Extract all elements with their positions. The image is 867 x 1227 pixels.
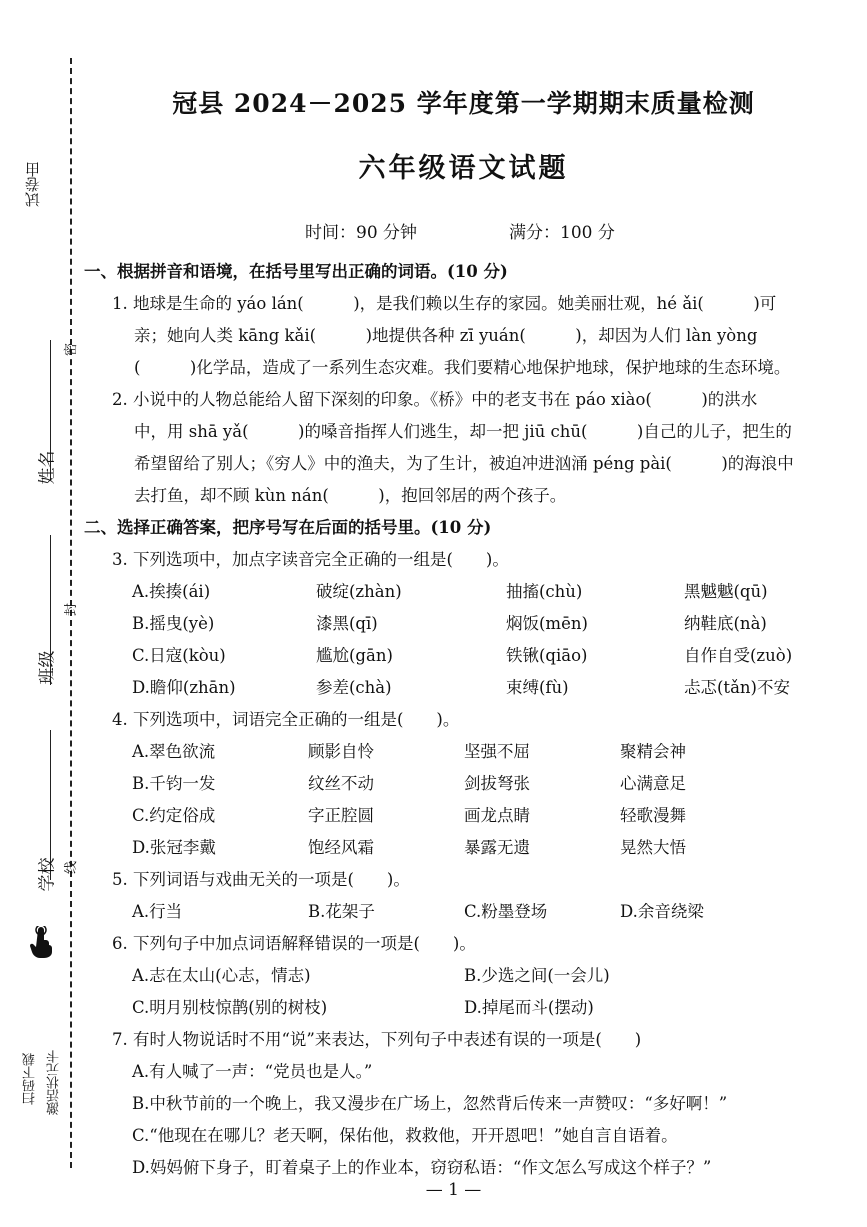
hand-pointer-icon <box>28 926 58 960</box>
q6-opt-b: B.少选之间(一会儿) <box>464 966 610 985</box>
q1-line-1: 1. 地球是生命的 yáo lán( )，是我们赖以生存的家园。她美丽壮观，hé ǎi( )可 <box>112 294 777 313</box>
cut-mark-xian: 线 <box>64 860 80 875</box>
q3-c1: C.日寇(kòu) <box>132 646 226 665</box>
q6-opt-c: C.明月别枝惊鹊(别的树枝) <box>132 998 328 1017</box>
q4-c1: C.约定俗成 <box>132 806 216 825</box>
exam-time: 时间：90 分钟 <box>305 223 418 243</box>
q7-opt-d: D.妈妈俯下身子，盯着桌子上的作业本，窃窃私语：“作文怎么写成这个样子？” <box>132 1158 712 1177</box>
q3-c2: 尴尬(gān) <box>316 646 393 665</box>
q5-opt-c: C.粉墨登场 <box>464 902 548 921</box>
q3-d4: 忐忑(tǎn)不安 <box>684 678 790 697</box>
q4-b2: 纹丝不动 <box>308 774 374 793</box>
q6-stem: 6. 下列句子中加点词语解释错误的一项是( )。 <box>112 934 476 953</box>
q2-line-1: 2. 小说中的人物总能给人留下深刻的印象。《桥》中的老支书在 páo xiào( )的洪水 <box>112 390 758 409</box>
q3-d2: 参差(chà) <box>316 678 392 697</box>
binding-bottom-left: 扫码下载 <box>23 1053 38 1105</box>
q4-d2: 饱经风霜 <box>308 838 374 857</box>
cut-mark-mi: 密 <box>64 342 80 357</box>
class-label: 班级 <box>37 650 58 685</box>
q7-opt-b: B.中秋节前的一个晚上，我又漫步在广场上，忽然背后传来一声赞叹：“多好啊！” <box>132 1094 728 1113</box>
q3-b4: 纳鞋底(nà) <box>684 614 767 633</box>
q4-b1: B.千钧一发 <box>132 774 216 793</box>
q1-line-2: 亲；她向人类 kāng kǎi( )地提供各种 zī yuán( )，却因为人们 làn yòng <box>134 326 758 345</box>
q4-a3: 坚强不屈 <box>464 742 530 761</box>
q5-opt-a: A.行当 <box>132 902 183 921</box>
q3-d1: D.瞻仰(zhān) <box>132 678 236 697</box>
school-label: 学校 <box>37 857 58 892</box>
binding-bottom-right: 激活状元卡 <box>47 1050 62 1115</box>
q4-b3: 剑拔弩张 <box>464 774 530 793</box>
cut-mark-feng: 封 <box>64 602 80 617</box>
section-1-heading: 一、根据拼音和语境，在括号里写出正确的词语。(10 分) <box>84 262 508 281</box>
q3-c4: 自作自受(zuò) <box>684 646 793 665</box>
q4-a2: 顾影自怜 <box>308 742 374 761</box>
q5-opt-b: B.花架子 <box>308 902 375 921</box>
section-2-heading: 二、选择正确答案，把序号写在后面的括号里。(10 分) <box>84 518 492 537</box>
q4-stem: 4. 下列选项中，词语完全正确的一组是( )。 <box>112 710 460 729</box>
exam-score: 满分：100 分 <box>509 223 615 243</box>
q7-stem: 7. 有时人物说话时不用“说”来表达，下列句子中表述有误的一项是( ) <box>112 1030 642 1049</box>
q2-line-3: 希望留给了别人；《穷人》中的渔夫，为了生计，被迫冲进汹涌 péng pài( )的海浪中 <box>134 454 794 473</box>
q4-d4: 晃然大悟 <box>620 838 686 857</box>
q4-c2: 字正腔圆 <box>308 806 374 825</box>
q4-a1: A.翠色欲流 <box>132 742 216 761</box>
binding-top-text: 试卷由 <box>24 162 42 207</box>
q7-opt-a: A.有人喊了一声：“党员也是人。” <box>132 1062 373 1081</box>
q4-d3: 暴露无遗 <box>464 838 530 857</box>
q3-a2: 破绽(zhàn) <box>316 582 402 601</box>
q3-b2: 漆黑(qī) <box>316 614 378 633</box>
q6-opt-d: D.掉尾而斗(摆动) <box>464 998 594 1017</box>
q6-opt-a: A.志在太山(心志，情志) <box>132 966 311 985</box>
name-label: 姓名 <box>37 450 58 485</box>
q4-c4: 轻歌漫舞 <box>620 806 686 825</box>
q3-a3: 抽搐(chù) <box>506 582 583 601</box>
exam-info <box>305 218 615 243</box>
q5-opt-d: D.余音绕梁 <box>620 902 704 921</box>
q3-d3: 束缚(fù) <box>506 678 569 697</box>
q2-line-2: 中，用 shā yǎ( )的嗓音指挥人们逃生，却一把 jiū chū( )自己的儿子，把生的 <box>134 422 792 441</box>
q1-line-3: ( )化学品，造成了一系列生态灾难。我们要精心地保护地球，保护地球的生态环境。 <box>134 358 791 377</box>
q4-c3: 画龙点睛 <box>464 806 530 825</box>
q7-opt-c: C.“他现在在哪儿？老天啊，保佑他，救救他，开开恩吧！”她自言自语着。 <box>132 1126 678 1145</box>
q2-line-4: 去打鱼，却不顾 kùn nán( )，抱回邻居的两个孩子。 <box>134 486 567 505</box>
q3-b1: B.摇曳(yè) <box>132 614 215 633</box>
q3-stem: 3. 下列选项中，加点字读音完全正确的一组是( )。 <box>112 550 509 569</box>
exam-title: 冠县 2024－2025 学年度第一学期期末质量检测 <box>172 89 755 118</box>
q3-b3: 焖饭(mēn) <box>506 614 588 633</box>
q4-b4: 心满意足 <box>620 774 686 793</box>
q5-stem: 5. 下列词语与戏曲无关的一项是( )。 <box>112 870 410 889</box>
q3-c3: 铁锹(qiāo) <box>506 646 588 665</box>
q4-a4: 聚精会神 <box>620 742 686 761</box>
exam-subtitle: 六年级语文试题 <box>358 153 569 184</box>
page-number: — 1 — <box>425 1180 482 1200</box>
q4-d1: D.张冠李戴 <box>132 838 216 857</box>
q3-a1: A.挨揍(ái) <box>132 582 211 601</box>
q3-a4: 黑魆魆(qū) <box>684 582 768 601</box>
